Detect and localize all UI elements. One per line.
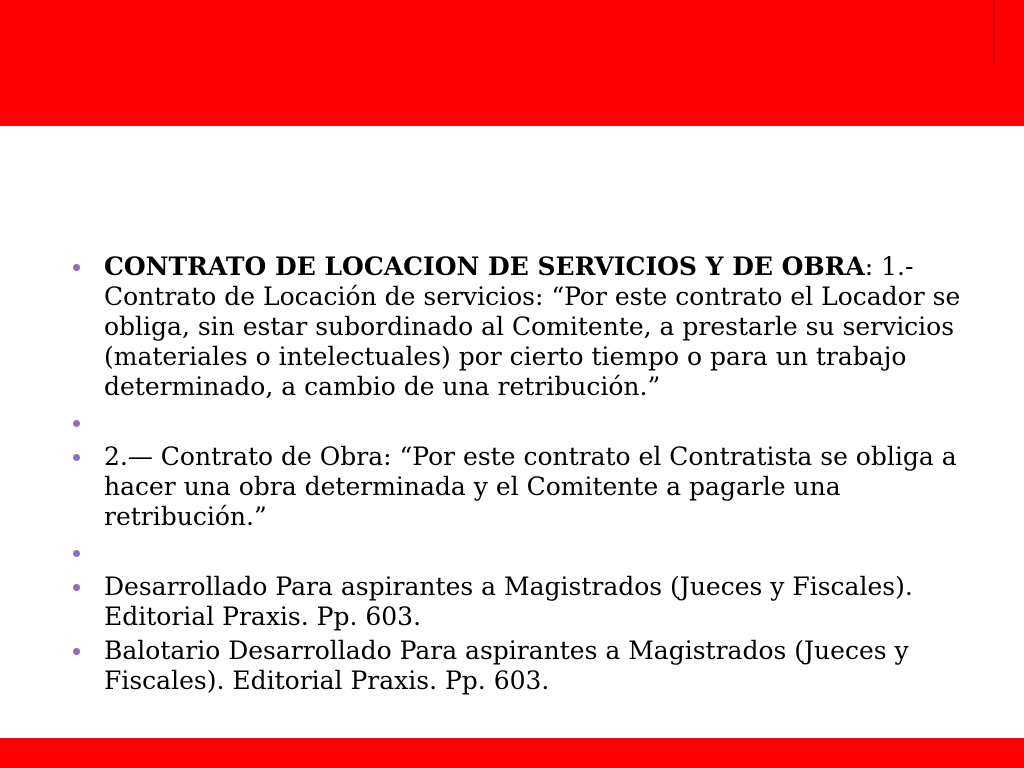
bullet-item-empty-1 bbox=[73, 408, 973, 438]
bullet-text: : 1.- Contrato de Locación de servicios: “Por este contrato el Locador se obliga, sin estar subordinado al Comitente, a prestarle su servicios (materiales o intelectuales) por cierto tiempo o para un trabajo determinado, a cambio de una retribución.” bbox=[104, 252, 961, 401]
bullet-dot-icon bbox=[73, 584, 80, 591]
bullet-text: Balotario Desarrollado Para aspirantes a Magistrados (Jueces y Fiscales). Editorial Praxis. Pp. 603. bbox=[104, 636, 909, 695]
bullet-item-contrato-locacion bbox=[73, 252, 973, 402]
bullet-dot-icon bbox=[73, 420, 80, 427]
bullet-item-reference-1 bbox=[73, 572, 973, 632]
bullet-item-reference-2 bbox=[73, 636, 973, 696]
bullet-dot-icon bbox=[73, 648, 80, 655]
bullet-dot-icon bbox=[73, 454, 80, 461]
bullet-heading: CONTRATO DE LOCACION DE SERVICIOS Y DE OBRA bbox=[104, 252, 865, 281]
bullet-item-contrato-obra bbox=[73, 442, 973, 532]
slide-body bbox=[73, 252, 973, 700]
header-band bbox=[0, 0, 1024, 126]
bullet-dot-icon bbox=[73, 264, 80, 271]
bullet-text: Desarrollado Para aspirantes a Magistrados (Jueces y Fiscales). Editorial Praxis. Pp. 603. bbox=[104, 572, 913, 631]
bullet-text: 2.— Contrato de Obra: “Por este contrato el Contratista se obliga a hacer una obra determinada y el Comitente a pagarle una retribución.” bbox=[104, 442, 957, 531]
header-divider bbox=[993, 0, 995, 66]
footer-band bbox=[0, 738, 1024, 768]
bullet-item-empty-2 bbox=[73, 538, 973, 568]
bullet-list bbox=[73, 252, 973, 696]
bullet-dot-icon bbox=[73, 550, 80, 557]
